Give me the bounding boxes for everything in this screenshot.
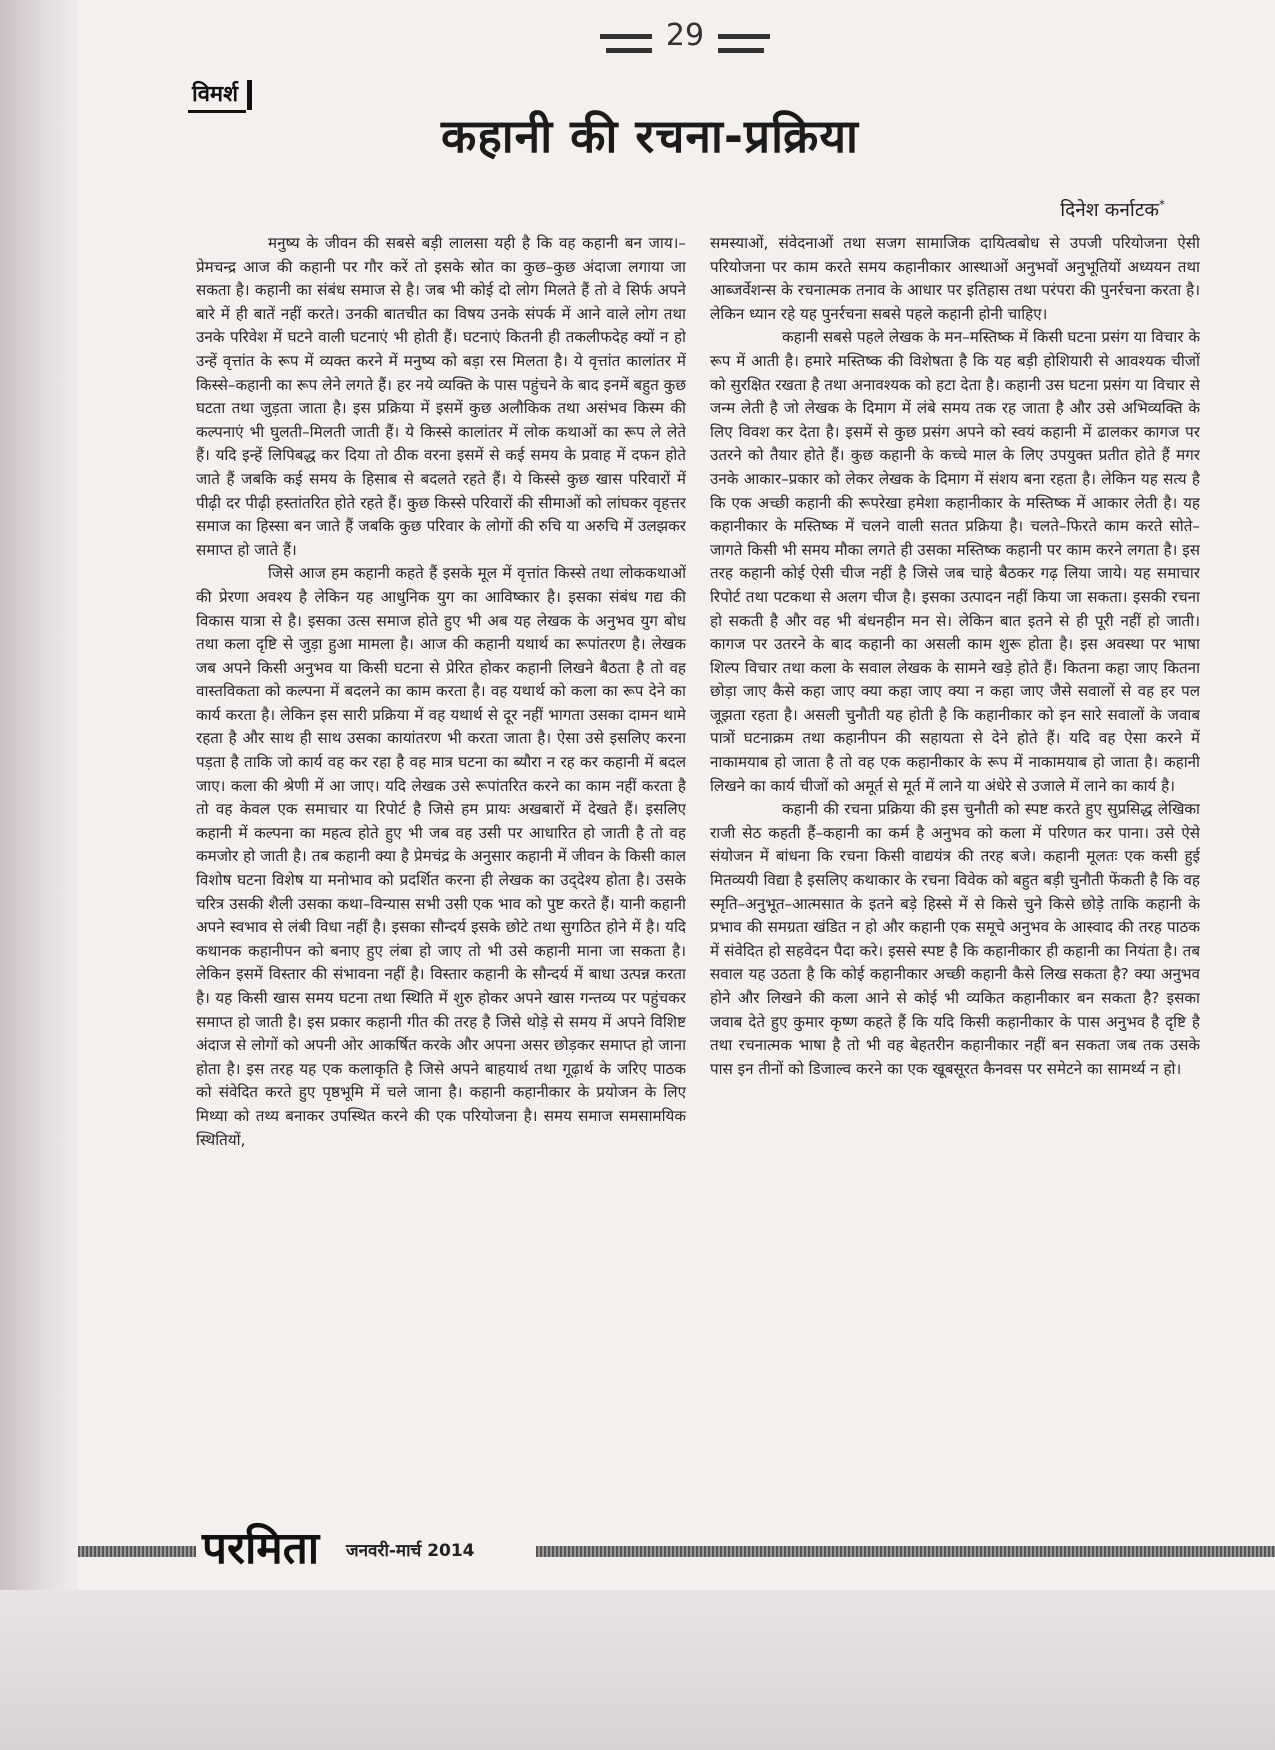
- ornament-bar: [606, 48, 652, 53]
- article-title: कहानी की रचना-प्रक्रिया: [441, 109, 859, 163]
- section-label: विमर्श: [188, 78, 246, 113]
- right-text-column: [710, 232, 1200, 1502]
- article-author: [990, 196, 1165, 222]
- page-bottom-margin: [0, 1590, 1275, 1750]
- paragraph: कहानी की रचना प्रक्रिया की इस चुनौती को स्पष्ट करते हुए सुप्रसिद्ध लेखिका राजी सेठ कहती हैं–कहानी का कर्म है अनुभव को कला में परिणत कर पाना। उसे ऐसे संयोजन में बांधना कि रचना किसी वाद्ययंत्र की तरह बजे। कहानी मूलतः एक कसी हुई मितव्ययी विद्या है इसलिए कथाकार के रचना विवेक को बहुत बड़ी चुनौती फेंकती है कि वह स्मृति–अनुभूत–आत्मसात के इतने बड़े हिस्से में से किसे चुने किसे छोड़े ताकि कहानी के प्रभाव की समग्रता खंडित न हो और कहानी एक समूचे अनुभव के आस्वाद की तरह पाठक में संवेदित हो सहवेदन पैदा करे। इससे स्पष्ट है कि कहानीकार ही कहानी का नियंता है। तब सवाल यह उठता है कि कोई कहानीकार अच्छी कहानी कैसे लिख सकता है? क्या अनुभव होने और लिखने की कला आने से कोई भी व्यकित कहानीकार बन सकता है? इसका जवाब देते हुए कुमार कृष्ण कहते हैं कि यदि किसी कहानीकार के पास अनुभव है दृष्टि है तथा रचनात्मक भाषा है तो भी वह बेहतरीन कहानीकार नहीं बन सकता जब तक उसके पास इन तीनों को डिजाल्व करने का एक खूबसूरत कैनवस पर समेटने का सामर्थ्य न हो।: [710, 800, 1200, 1078]
- issue-date: जनवरी-मार्च 2014: [346, 1541, 475, 1561]
- author-footnote-mark: *: [1159, 197, 1165, 212]
- left-text-column: [196, 232, 686, 1502]
- ornament-bar: [718, 48, 764, 53]
- author-name: दिनेश कर्नाटक: [1060, 199, 1159, 221]
- page-number-ornament: [600, 18, 770, 68]
- paragraph: समस्याओं, संवेदनाओं तथा सजग सामाजिक दायित्वबोध से उपजी परियोजना ऐसी परियोजना पर काम करते समय कहानीकार आस्थाओं अनुभवों अनुभूतियों अध्ययन तथा आब्जर्वेशन्स के रचनात्मक तनाव के आधार पर इतिहास तथा परंपरा की पुनर्रचना करता है। लेकिन ध्यान रहे यह पुनर्रचना सबसे पहले कहानी होनी चाहिए।: [710, 234, 1200, 323]
- page-number: 29: [665, 18, 705, 53]
- ornament-bar: [718, 34, 770, 39]
- footer-rule: [78, 1546, 196, 1557]
- paragraph: कहानी सबसे पहले लेखक के मन–मस्तिष्क में किसी घटना प्रसंग या विचार के रूप में आती है। हमारे मस्तिष्क की विशेषता है कि यह बड़ी होशियारी से आवश्यक चीजों को सुरक्षित रखता है तथा अनावश्यक को हटा देता है। कहानी उस घटना प्रसंग या विचार से जन्म लेती है जो लेखक के दिमाग में लंबे समय तक रह जाता है और उसे अभिव्यक्ति के लिए विवश कर देता है। इसमें से कुछ प्रसंग अपने को स्वयं कहानी में ढालकर कागज पर उतरने को तैयार होते हैं। कुछ कहानी के कच्चे माल के लिए उपयुक्त प्रतीत होते हैं मगर उनके आकार–प्रकार को लेकर लेखक के दिमाग में संशय बना रहता है। लेकिन यह सत्य है कि एक अच्छी कहानी की रूपरेखा हमेशा कहानीकार के मस्तिष्क में आकार लेती है। यह कहानीकार के मस्तिष्क में चलने वाली सतत प्रक्रिया है। चलते–फिरते काम करते सोते–जागते किसी भी समय मौका लगते ही उसका मस्तिष्क कहानी पर काम करने लगता है। इस तरह कहानी कोई ऐसी चीज नहीं है जिसे जब चाहे बैठकर गढ़ लिया जाये। यह समाचार रिपोर्ट तथा पटकथा से अलग चीज है। इसका उत्पादन नहीं किया जा सकता। इसकी रचना हो सकती है और वह भी बंधनहीन मन से। लेकिन बात इतने से ही पूरी नहीं हो जाती। कागज पर उतरने के बाद कहानी का असली काम शुरू होता है। इस अवस्था पर भाषा शिल्प विचार तथा कला के सवाल लेखक के सामने खड़े होते हैं। कितना कहा जाए कितना छोड़ा जाए कैसे कहा जाए क्या कहा जाए क्या न कहा जाए जैसे सवालों से वह हर पल जूझता रहता है। असली चुनौती यह होती है कि कहानीकार को इन सारे सवालों के जवाब पात्रों घटनाक्रम तथा कहानीपन की सहायता से देने होते हैं। यदि वह ऐसा करने में नाकामयाब हो जाता है तो वह एक कहानीकार के रूप में नाकामयाब हो जाता है। कहानी लिखने का कार्य चीजों को अमूर्त से मूर्त में लाने या अंधेरे से उजाले में लाने का कार्य है।: [710, 328, 1200, 795]
- paragraph: जिसे आज हम कहानी कहते हैं इसके मूल में वृत्तांत किस्से तथा लोककथाओं की प्रेरणा अवश्य है लेकिन यह आधुनिक युग का आविष्कार है। इसका संबंध गद्य की विकास यात्रा से है। इसका उत्स समाज होते हुए भी अब यह लेखक के अनुभव युग बोध तथा कला दृष्टि से जुड़ा हुआ मामला है। आज की कहानी यथार्थ का रूपांतरण है। लेखक जब अपने किसी अनुभव या किसी घटना से प्रेरित होकर कहानी लिखने बैठता है तो वह वास्तविकता को कल्पना में बदलने का काम करता है। वह यथार्थ को कला का रूप देने का कार्य करता है। लेकिन इस सारी प्रक्रिया में वह यथार्थ से दूर नहीं भागता उसका दामन थामे रहता है और साथ ही साथ उसका कायांतरण भी करता जाता है। ऐसा उसे इसलिए करना पड़ता है ताकि जो कार्य वह कर रहा है वह मात्र घटना का ब्यौरा न रह कर कहानी में बदल जाए। कला की श्रेणी में आ जाए। यदि लेखक उसे रूपांतरित करने का काम नहीं करता है तो वह केवल एक समाचार या रिपोर्ट है जिसे हम प्रायः अखबारों में देखते हैं। इसलिए कहानी में कल्पना का महत्व होते हुए भी जब वह उसी पर आधारित हो जाती है तो वह कमजोर हो जाती है। तब कहानी क्या है प्रेमचंद्र के अनुसार कहानी में जीवन के किसी काल विशोष घटना विशेष या मनोभाव को प्रदर्शित करना ही लेखक का उद्‌देश्य होता है। उसके चरित्र उसकी शैली उसका कथा–विन्यास सभी उसी एक भाव को पुष्ट करते हैं। यानी कहानी अपने स्वभाव से लंबी विधा नहीं है। इसका सौन्दर्य इसके छोटे तथा सुगठित होने में है। यदि कथानक कहानीपन को बनाए हुए लंबा हो जाए तो भी उसे कहानी माना जा सकता है। लेकिन इसमें विस्तार की संभावना नहीं है। विस्तार कहानी के सौन्दर्य में बाधा उत्पन्न करता है। यह किसी खास समय घटना तथा स्थिति में शुरु होकर अपने खास गन्तव्य पर पहुंचकर समाप्त हो जाती है। इस प्रकार कहानी गीत की तरह है जिसे थोड़े से समय में अपने विशिष्ट अंदाज से लोगों को अपनी ओर आकर्षित करके और अपना असर छोड़कर समाप्त हो जाना होता है। इस तरह यह एक कलाकृति है जिसे अपने बाहयार्थ तथा गूढ़ार्थ के जरिए पाठक को संवेदित करते हुए पृष्ठभूमि में चले जाना है। कहानी कहानीकार के प्रयोजन के लिए मिथ्या को तथ्य बनाकर उपस्थित करने की एक परियोजना है। समय समाज समसामयिक स्थितियों,: [196, 564, 686, 1149]
- ornament-bar: [600, 34, 652, 39]
- paragraph: मनुष्य के जीवन की सबसे बड़ी लालसा यही है कि वह कहानी बन जाय।–प्रेमचन्द्र आज की कहानी पर गौर करें तो इसके स्रोत का कुछ–कुछ अंदाजा लगाया जा सकता है। कहानी का संबंध समाज से है। जब भी कोई दो लोग मिलते हैं तो वे सिर्फ अपने बारे में ही बातें नहीं करते। उनकी बातचीत का विषय उनके संपर्क में आने वाले लोग तथा उनके परिवेश में घटने वाली घटनाएं भी होती हैं। घटनाएं कितनी ही तकलीफदेह क्यों न हो उन्हें वृत्तांत के रूप में व्यक्त करने में मनुष्य को बड़ा रस मिलता है। ये वृत्तांत कालांतर में किस्से–कहानी का रूप लेने लगते हैं। हर नये व्यक्ति के पास पहुंचने के बाद इनमें बहुत कुछ घटता तथा जुड़ता जाता है। इस प्रक्रिया में इसमें कुछ अलौकिक तथा असंभव किस्म की कल्पनाएं भी घुलती–मिलती जाती हैं। ये किस्से कालांतर में लोक कथाओं का रूप ले लेते हैं। यदि इन्हें लिपिबद्ध कर दिया तो ठीक वरना इसमें से कई समय के प्रवाह में दफन होते जाते हैं जबकि कई समय के हिसाब से बदलते रहते हैं। ये किस्से कुछ खास परिवारों में पीढ़ी दर पीढ़ी हस्तांतरित होते रहते हैं। कुछ किस्से परिवारों की सीमाओं को लांघकर वृहत्तर समाज का हिस्सा बन जाते हैं जबकि कुछ परिवार के लोगों की रुचि या अरुचि में उलझकर समाप्त हो जाते हैं।: [196, 234, 686, 559]
- footer-rule: [536, 1546, 1275, 1557]
- binding-gutter: [0, 0, 78, 1750]
- magazine-name: परमिता: [202, 1523, 320, 1574]
